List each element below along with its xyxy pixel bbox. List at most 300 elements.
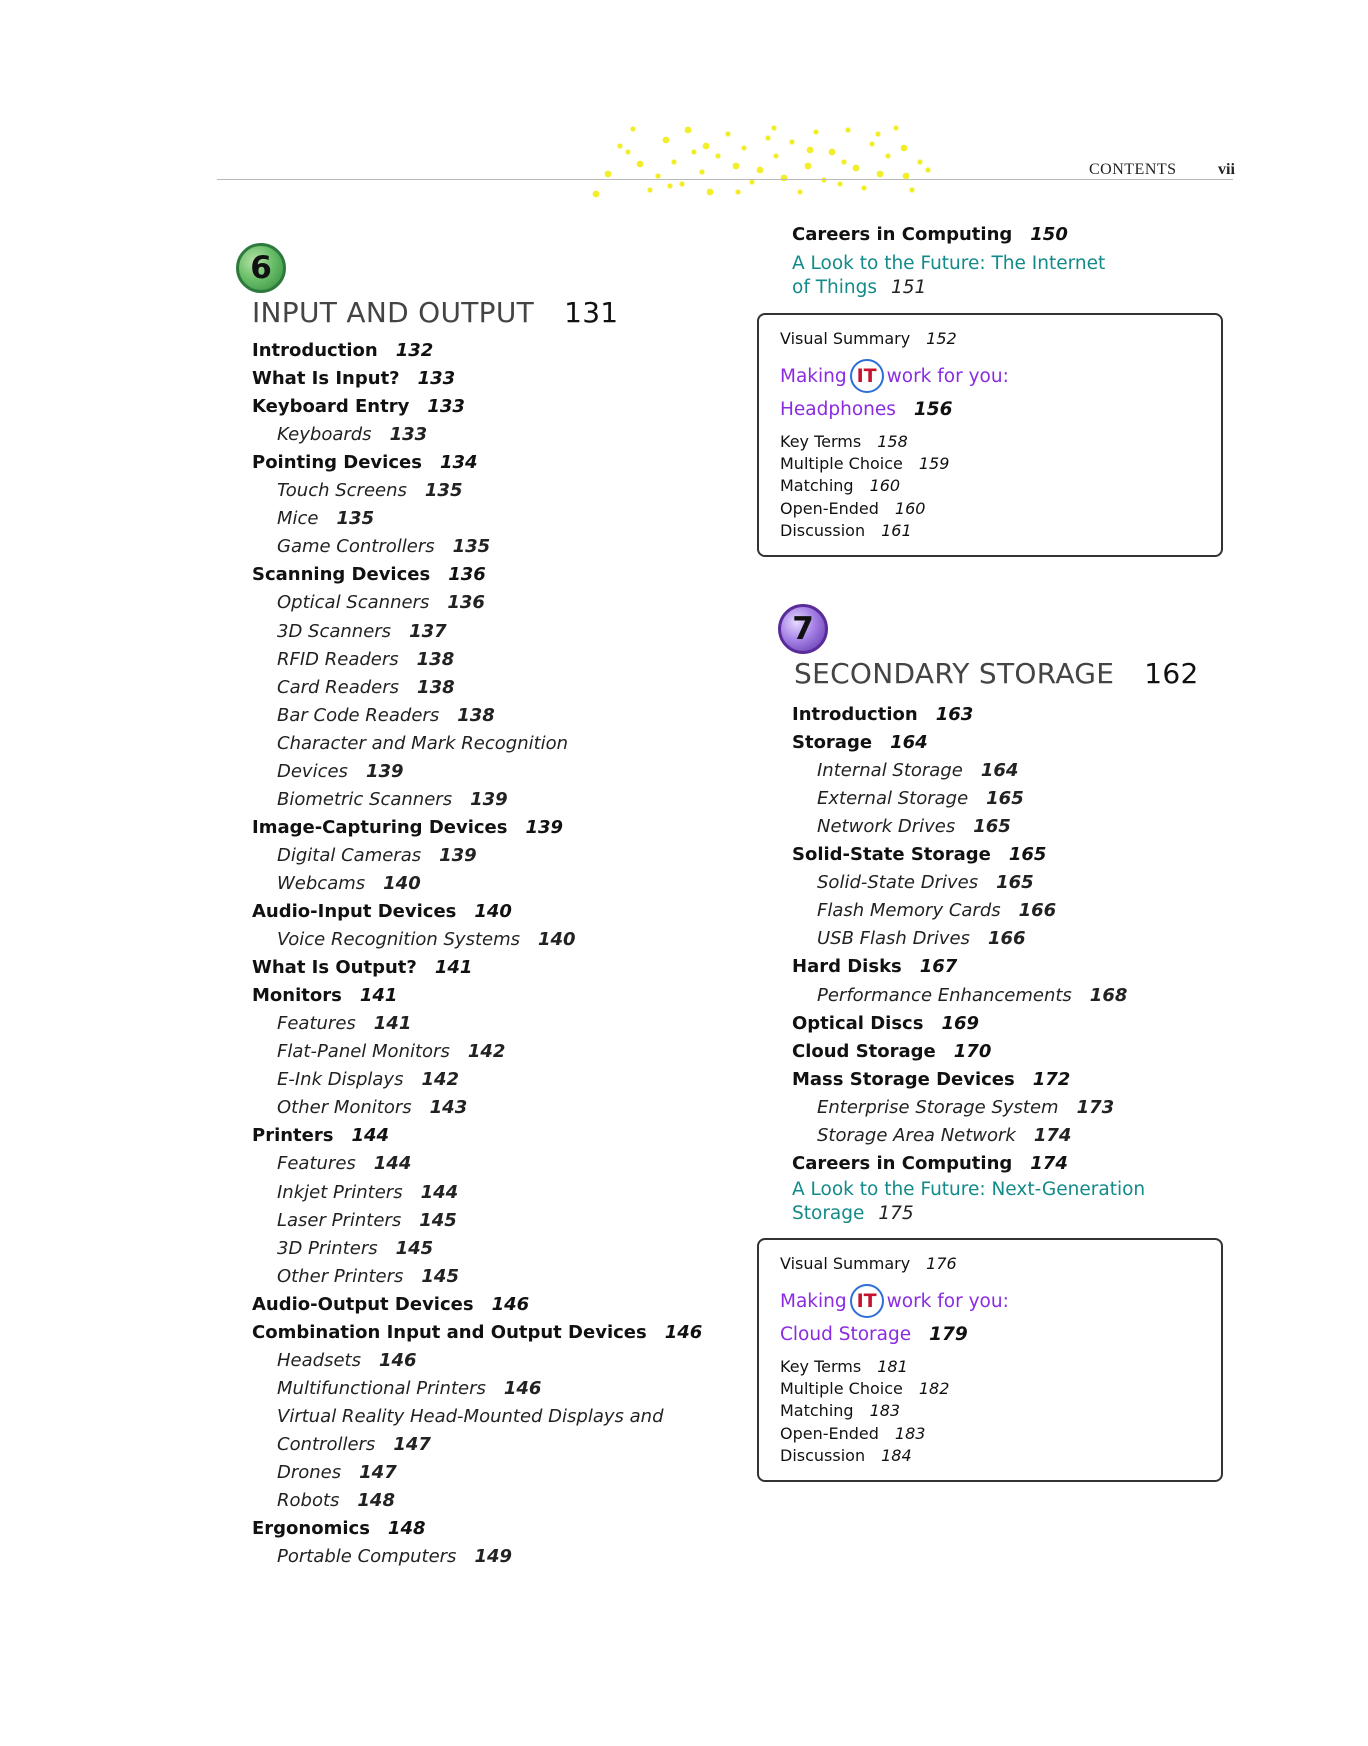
toc-entry-title: Flash Memory Cards: [817, 900, 1001, 922]
toc-entry-introduction[interactable]: [252, 340, 433, 361]
summary-item-title: Discussion: [780, 1445, 866, 1465]
summary-item-title: Open-Ended: [780, 1423, 879, 1443]
toc-entry-title: Introduction: [792, 704, 918, 725]
yellow-dot: [679, 181, 684, 186]
yellow-dot: [699, 169, 704, 174]
toc-entry-features[interactable]: [277, 1153, 411, 1174]
summary-item-matching[interactable]: [780, 476, 900, 495]
toc-entry-page: 148: [357, 1490, 395, 1512]
toc-entry-title: Touch Screens: [277, 480, 407, 502]
toc-entry-page: 147: [393, 1433, 431, 1455]
toc-entry-biometric-scanners[interactable]: [277, 789, 508, 810]
toc-entry-title: Internal Storage: [817, 760, 963, 782]
toc-entry-digital-cameras[interactable]: [277, 845, 477, 866]
toc-entry-title: Careers in Computing: [792, 224, 1013, 245]
yellow-dot: [685, 127, 692, 134]
future-page: 175: [878, 1203, 914, 1224]
toc-entry-keyboards[interactable]: [277, 424, 427, 445]
toc-entry-storage-area-network[interactable]: [817, 1125, 1071, 1146]
yellow-dot: [877, 171, 884, 178]
yellow-dot: [749, 179, 754, 184]
yellow-dot: [617, 143, 622, 148]
toc-entry-page: 164: [980, 760, 1019, 782]
toc-entry-flat-panel-monitors[interactable]: [277, 1041, 505, 1062]
toc-entry-page: 133: [427, 396, 465, 418]
toc-entry-title: Game Controllers: [277, 536, 435, 558]
toc-entry-cloud-storage[interactable]: [792, 1041, 991, 1062]
toc-entry-page: 169: [941, 1012, 980, 1034]
toc-entry-title: USB Flash Drives: [817, 928, 970, 950]
toc-entry-page: 140: [538, 929, 576, 951]
yellow-dot: [735, 189, 740, 194]
toc-entry-title: What Is Output?: [252, 957, 417, 979]
toc-entry-pointing-devices[interactable]: [252, 452, 478, 473]
toc-entry-optical-scanners[interactable]: [277, 592, 485, 613]
toc-entry-title: E-Ink Displays: [277, 1069, 404, 1091]
making-topic-page: 156: [913, 399, 953, 420]
summary-item-title: Multiple Choice: [780, 1379, 903, 1399]
toc-entry-introduction[interactable]: [792, 704, 973, 725]
toc-entry-features[interactable]: [277, 1013, 411, 1034]
it-logo-icon: IT: [850, 359, 884, 393]
visual-summary-page: 152: [926, 329, 957, 348]
yellow-dot: [741, 145, 746, 150]
toc-entry-page: 146: [378, 1349, 417, 1371]
making-prefix: Making: [780, 1290, 847, 1312]
toc-entry-page: 165: [1008, 844, 1047, 866]
summary-item-page: 160: [869, 476, 901, 496]
making-topic-title: Headphones: [780, 399, 896, 420]
toc-entry-page: 139: [439, 844, 477, 866]
toc-entry-storage[interactable]: [792, 732, 928, 753]
toc-entry-solid-state-drives[interactable]: [817, 872, 1034, 893]
toc-entry-3d-scanners[interactable]: [277, 621, 447, 642]
toc-entry-page: 136: [447, 592, 485, 614]
toc-entry-title: Digital Cameras: [277, 844, 422, 866]
toc-entry-title: Hard Disks: [792, 956, 902, 978]
toc-entry-title: Storage: [792, 732, 873, 754]
future-line-2: Storage: [792, 1203, 865, 1224]
toc-entry-page: 146: [503, 1377, 542, 1399]
yellow-dot: [733, 163, 740, 170]
toc-entry-what-is-output[interactable]: [252, 957, 472, 978]
toc-entry-future-7[interactable]: [792, 1178, 1145, 1226]
toc-entry-title: RFID Readers: [277, 648, 399, 670]
yellow-dot: [925, 167, 930, 172]
toc-entry-solid-state-storage[interactable]: [792, 844, 1046, 865]
toc-entry-page: 133: [389, 424, 428, 446]
toc-entry-hard-disks[interactable]: [792, 956, 957, 977]
toc-entry-inkjet-printers[interactable]: [277, 1182, 458, 1203]
making-suffix: work for you:: [886, 365, 1009, 387]
visual-summary-label: Visual Summary: [780, 329, 911, 348]
header-rule: [217, 179, 1233, 180]
toc-entry-page: 166: [1018, 900, 1057, 922]
toc-entry-title: Biometric Scanners: [277, 788, 453, 810]
toc-entry-controllers[interactable]: [277, 1434, 431, 1455]
visual-summary-page: 176: [926, 1254, 957, 1273]
toc-entry-title: Headsets: [277, 1349, 361, 1371]
toc-entry-title: Storage Area Network: [817, 1124, 1016, 1146]
toc-entry-page: 164: [890, 732, 928, 754]
toc-entry-title: Performance Enhancements: [817, 984, 1072, 1006]
toc-entry-title: Card Readers: [277, 676, 400, 698]
toc-entry-image-capturing-devices[interactable]: [252, 817, 563, 838]
toc-entry-title: Features: [277, 1013, 356, 1035]
toc-entry-audio-input-devices[interactable]: [252, 901, 512, 922]
yellow-dot: [757, 167, 764, 174]
yellow-dot: [625, 149, 630, 154]
toc-entry-internal-storage[interactable]: [817, 760, 1018, 781]
toc-entry-mice[interactable]: [277, 508, 374, 529]
toc-entry-page: 135: [336, 508, 375, 530]
toc-entry-title: Keyboard Entry: [252, 396, 410, 418]
summary-item-page: 161: [881, 520, 912, 540]
toc-entry-title: Image-Capturing Devices: [252, 816, 508, 838]
toc-entry-audio-output-devices[interactable]: [252, 1294, 529, 1315]
toc-entry-other-printers[interactable]: [277, 1266, 459, 1287]
toc-entry-title: Mice: [277, 508, 319, 530]
yellow-dot: [605, 171, 612, 178]
toc-entry-page: 139: [525, 816, 564, 838]
chapter-7-title-page: 162: [1144, 657, 1199, 690]
summary-item-title: Multiple Choice: [780, 454, 903, 474]
toc-entry-page: 138: [417, 676, 455, 698]
yellow-dot: [807, 147, 814, 154]
toc-entry-page: 150: [1030, 224, 1068, 245]
summary-item-multiple-choice[interactable]: [780, 454, 949, 473]
toc-entry-page: 144: [420, 1181, 459, 1203]
toc-entry-page: 132: [395, 340, 434, 361]
yellow-dot: [797, 189, 802, 194]
toc-entry-title: External Storage: [817, 788, 969, 810]
toc-entry-devices[interactable]: [277, 761, 404, 782]
toc-entry-title: 3D Scanners: [277, 620, 392, 642]
toc-entry-page: 144: [373, 1153, 412, 1175]
chapter-7-badge: 7: [778, 604, 828, 654]
yellow-dot: [813, 129, 818, 134]
summary-item-key-terms[interactable]: [780, 432, 908, 451]
yellow-dot: [885, 153, 890, 158]
yellow-dot: [667, 183, 672, 188]
summary-item-page: 158: [877, 432, 908, 451]
summary-item-open-ended[interactable]: [780, 1424, 925, 1443]
toc-entry-page: 135: [424, 480, 463, 502]
toc-entry-title: Webcams: [277, 872, 366, 894]
toc-entry-title: Other Monitors: [277, 1097, 412, 1119]
toc-entry-multifunctional-printers[interactable]: [277, 1378, 541, 1399]
toc-entry-page: 173: [1076, 1096, 1115, 1118]
yellow-dot: [771, 125, 776, 130]
toc-entry-title: Combination Input and Output Devices: [252, 1321, 647, 1343]
yellow-dot: [647, 187, 652, 192]
toc-entry-title: Mass Storage Devices: [792, 1068, 1015, 1090]
visual-summary-label: Visual Summary: [780, 1254, 911, 1273]
toc-entry-page: 147: [359, 1462, 397, 1483]
yellow-dot: [789, 139, 794, 144]
toc-entry-page: 167: [919, 956, 958, 978]
toc-entry-title: Optical Discs: [792, 1012, 924, 1034]
making-it-work-6: [780, 359, 1009, 393]
toc-entry-3d-printers[interactable]: [277, 1238, 433, 1259]
toc-entry-title: Solid-State Drives: [817, 872, 979, 894]
toc-entry-page: 146: [491, 1293, 530, 1315]
toc-entry-what-is-input[interactable]: [252, 368, 455, 389]
toc-entry-careers-in-computing-6[interactable]: [792, 224, 1068, 245]
yellow-dot: [671, 159, 676, 164]
toc-entry-title: Pointing Devices: [252, 452, 422, 474]
toc-entry-title: Laser Printers: [277, 1209, 402, 1231]
toc-entry-title: Printers: [252, 1125, 334, 1147]
toc-entry-network-drives[interactable]: [817, 816, 1011, 837]
yellow-dot: [707, 189, 714, 196]
toc-entry-title: Solid-State Storage: [792, 844, 991, 866]
making-prefix: Making: [780, 365, 847, 387]
running-header-label: CONTENTS: [1089, 161, 1177, 178]
toc-entry-title: Careers in Computing: [792, 1152, 1013, 1174]
toc-entry-page: 145: [395, 1237, 434, 1259]
toc-entry-webcams[interactable]: [277, 873, 421, 894]
toc-entry-touch-screens[interactable]: [277, 480, 462, 501]
yellow-dot: [893, 125, 898, 130]
toc-entry-page: 165: [986, 788, 1024, 810]
toc-entry-title: Audio-Input Devices: [252, 901, 457, 922]
toc-entry-title: Keyboards: [277, 424, 372, 446]
toc-entry-keyboard-entry[interactable]: [252, 396, 465, 417]
toc-entry-page: 163: [935, 704, 974, 725]
yellow-dot: [725, 131, 730, 136]
yellow-dot: [853, 165, 860, 172]
future-line-1: A Look to the Future: Next-Generation: [792, 1179, 1146, 1200]
toc-entry-title: Audio-Output Devices: [252, 1293, 474, 1315]
yellow-dot: [909, 187, 914, 192]
toc-entry-drones[interactable]: [277, 1462, 397, 1483]
yellow-dot: [845, 127, 850, 132]
summary-item-title: Key Terms: [780, 432, 862, 451]
toc-entry-page: 165: [996, 872, 1034, 894]
toc-entry-page: 138: [457, 704, 495, 726]
toc-entry-headsets[interactable]: [277, 1350, 417, 1371]
summary-item-page: 160: [894, 498, 926, 518]
toc-entry-title: Ergonomics: [252, 1518, 370, 1540]
toc-entry-title: Bar Code Readers: [277, 704, 440, 726]
toc-entry-character-and-mark-recognition[interactable]: [277, 733, 568, 754]
toc-entry-card-readers[interactable]: [277, 677, 455, 698]
summary-item-page: 183: [869, 1401, 901, 1421]
toc-entry-page: 144: [351, 1125, 390, 1147]
summary-item-title: Open-Ended: [780, 498, 879, 518]
summary-item-key-terms[interactable]: [780, 1357, 908, 1376]
toc-entry-other-monitors[interactable]: [277, 1097, 467, 1118]
toc-entry-title: Devices: [277, 760, 348, 782]
summary-item-multiple-choice[interactable]: [780, 1379, 949, 1398]
running-header-page: vii: [1218, 161, 1235, 178]
future-line-1: A Look to the Future: The Internet: [792, 253, 1106, 274]
toc-entry-page: 142: [421, 1069, 460, 1091]
toc-entry-title: What Is Input?: [252, 368, 400, 390]
toc-entry-title: Flat-Panel Monitors: [277, 1041, 450, 1063]
toc-entry-portable-computers[interactable]: [277, 1546, 512, 1567]
visual-summary-7[interactable]: [780, 1254, 957, 1273]
yellow-dot: [901, 145, 908, 152]
toc-entry-title: Controllers: [277, 1433, 376, 1455]
toc-entry-page: 174: [1030, 1152, 1068, 1174]
chapter-7-title[interactable]: [794, 657, 1199, 690]
toc-entry-title: Character and Mark Recognition: [277, 732, 569, 754]
making-topic-6[interactable]: [780, 399, 953, 420]
toc-entry-e-ink-displays[interactable]: [277, 1069, 459, 1090]
making-suffix: work for you:: [886, 1290, 1009, 1312]
toc-entry-page: 165: [973, 816, 1011, 838]
toc-entry-page: 143: [429, 1097, 468, 1119]
toc-entry-page: 140: [383, 872, 421, 894]
toc-entry-page: 172: [1032, 1068, 1071, 1090]
visual-summary-6[interactable]: [780, 329, 957, 348]
summary-item-matching[interactable]: [780, 1401, 900, 1420]
chapter-6-badge: 6: [236, 243, 286, 293]
toc-entry-page: 135: [452, 536, 491, 558]
toc-entry-title: Cloud Storage: [792, 1040, 936, 1062]
future-page: 151: [890, 277, 927, 298]
yellow-dot: [805, 163, 812, 170]
yellow-dot: [715, 153, 720, 158]
summary-item-discussion[interactable]: [780, 521, 912, 540]
toc-entry-page: 139: [365, 760, 404, 782]
toc-entry-title: Features: [277, 1153, 356, 1175]
yellow-dot: [861, 185, 866, 190]
toc-entry-flash-memory-cards[interactable]: [817, 900, 1056, 921]
toc-entry-rfid-readers[interactable]: [277, 649, 454, 670]
toc-entry-mass-storage-devices[interactable]: [792, 1069, 1070, 1090]
toc-entry-virtual-reality-head-mounted-displays-and[interactable]: [277, 1406, 664, 1427]
chapter-7-title-text: SECONDARY STORAGE: [794, 657, 1115, 690]
yellow-dot: [663, 137, 670, 144]
toc-entry-page: 149: [474, 1546, 513, 1568]
toc-entry-page: 134: [439, 452, 478, 474]
yellow-dot: [637, 161, 644, 168]
toc-entry-page: 168: [1089, 984, 1128, 1006]
toc-entry-page: 140: [474, 901, 512, 922]
toc-entry-printers[interactable]: [252, 1125, 389, 1146]
yellow-dot: [655, 173, 660, 178]
making-topic-page: 179: [929, 1324, 968, 1345]
toc-entry-optical-discs[interactable]: [792, 1013, 979, 1034]
toc-entry-title: Voice Recognition Systems: [277, 929, 520, 951]
toc-entry-careers-in-computing[interactable]: [792, 1153, 1068, 1174]
yellow-dot: [781, 175, 788, 182]
toc-entry-page: 146: [664, 1321, 703, 1343]
toc-entry-bar-code-readers[interactable]: [277, 705, 495, 726]
yellow-dot: [837, 181, 842, 186]
toc-entry-page: 141: [359, 985, 398, 1007]
summary-item-discussion[interactable]: [780, 1446, 912, 1465]
yellow-dot: [917, 159, 922, 164]
toc-entry-title: Enterprise Storage System: [817, 1096, 1059, 1118]
toc-entry-monitors[interactable]: [252, 985, 397, 1006]
toc-entry-page: 142: [467, 1041, 506, 1063]
toc-entry-title: Scanning Devices: [252, 564, 431, 586]
toc-entry-performance-enhancements[interactable]: [817, 985, 1127, 1006]
toc-entry-future-6[interactable]: [792, 252, 1105, 300]
toc-entry-title: Portable Computers: [277, 1546, 457, 1568]
summary-item-page: 159: [918, 454, 950, 474]
yellow-dot: [841, 159, 846, 164]
chapter-6-title-text: INPUT AND OUTPUT: [252, 296, 535, 329]
yellow-dot: [691, 149, 696, 154]
toc-entry-title: 3D Printers: [277, 1237, 378, 1259]
summary-item-page: 181: [877, 1357, 908, 1376]
making-topic-title: Cloud Storage: [780, 1324, 912, 1345]
toc-entry-title: Monitors: [252, 985, 342, 1007]
summary-item-page: 182: [918, 1379, 950, 1399]
summary-item-title: Key Terms: [780, 1357, 862, 1376]
toc-entry-enterprise-storage-system[interactable]: [817, 1097, 1114, 1118]
toc-entry-title: Multifunctional Printers: [277, 1377, 486, 1399]
toc-entry-combination-input-and-output-devices[interactable]: [252, 1322, 702, 1343]
yellow-dot: [829, 149, 836, 156]
yellow-dot: [869, 141, 874, 146]
yellow-dot: [773, 153, 778, 158]
toc-entry-page: 166: [987, 928, 1026, 950]
toc-entry-robots[interactable]: [277, 1490, 395, 1511]
toc-entry-page: 138: [416, 648, 455, 670]
yellow-dot: [630, 126, 635, 131]
yellow-dot: [875, 131, 880, 136]
toc-entry-page: 133: [417, 368, 456, 390]
toc-entry-page: 141: [434, 957, 473, 979]
toc-entry-laser-printers[interactable]: [277, 1210, 457, 1231]
toc-entry-page: 174: [1033, 1124, 1072, 1146]
toc-entry-page: 148: [387, 1518, 426, 1540]
toc-entry-page: 139: [470, 788, 508, 810]
toc-entry-scanning-devices[interactable]: [252, 564, 486, 585]
it-logo-icon: IT: [850, 1284, 884, 1318]
decorative-dots: [578, 122, 938, 204]
summary-item-open-ended[interactable]: [780, 499, 925, 518]
future-line-2: of Things: [792, 277, 877, 298]
toc-entry-title: Network Drives: [817, 816, 956, 838]
toc-entry-title: Optical Scanners: [277, 592, 430, 614]
making-topic-7[interactable]: [780, 1324, 968, 1345]
toc-entry-title: Other Printers: [277, 1265, 404, 1287]
toc-entry-page: 141: [373, 1013, 412, 1035]
toc-entry-usb-flash-drives[interactable]: [817, 928, 1026, 949]
summary-item-page: 184: [881, 1445, 912, 1465]
toc-entry-title: Robots: [277, 1490, 340, 1512]
summary-item-title: Matching: [780, 1401, 854, 1421]
toc-entry-page: 145: [421, 1265, 459, 1287]
chapter-6-title-page: 131: [564, 296, 619, 329]
toc-entry-title: Drones: [277, 1462, 342, 1483]
toc-entry-title: Introduction: [252, 340, 378, 361]
making-it-work-7: [780, 1284, 1009, 1318]
toc-entry-title: Virtual Reality Head-Mounted Displays and: [277, 1405, 664, 1427]
chapter-6-title[interactable]: [252, 296, 618, 329]
toc-entry-page: 145: [419, 1209, 457, 1231]
toc-entry-external-storage[interactable]: [817, 788, 1024, 809]
toc-entry-ergonomics[interactable]: [252, 1518, 426, 1539]
summary-item-page: 183: [894, 1423, 926, 1443]
toc-entry-game-controllers[interactable]: [277, 536, 490, 557]
toc-entry-page: 136: [448, 564, 486, 586]
summary-item-title: Matching: [780, 476, 854, 496]
toc-entry-title: Inkjet Printers: [277, 1181, 403, 1203]
toc-entry-voice-recognition-systems[interactable]: [277, 929, 576, 950]
yellow-dot: [765, 135, 770, 140]
yellow-dot: [703, 143, 710, 150]
summary-item-title: Discussion: [780, 520, 866, 540]
yellow-dot: [593, 191, 600, 198]
